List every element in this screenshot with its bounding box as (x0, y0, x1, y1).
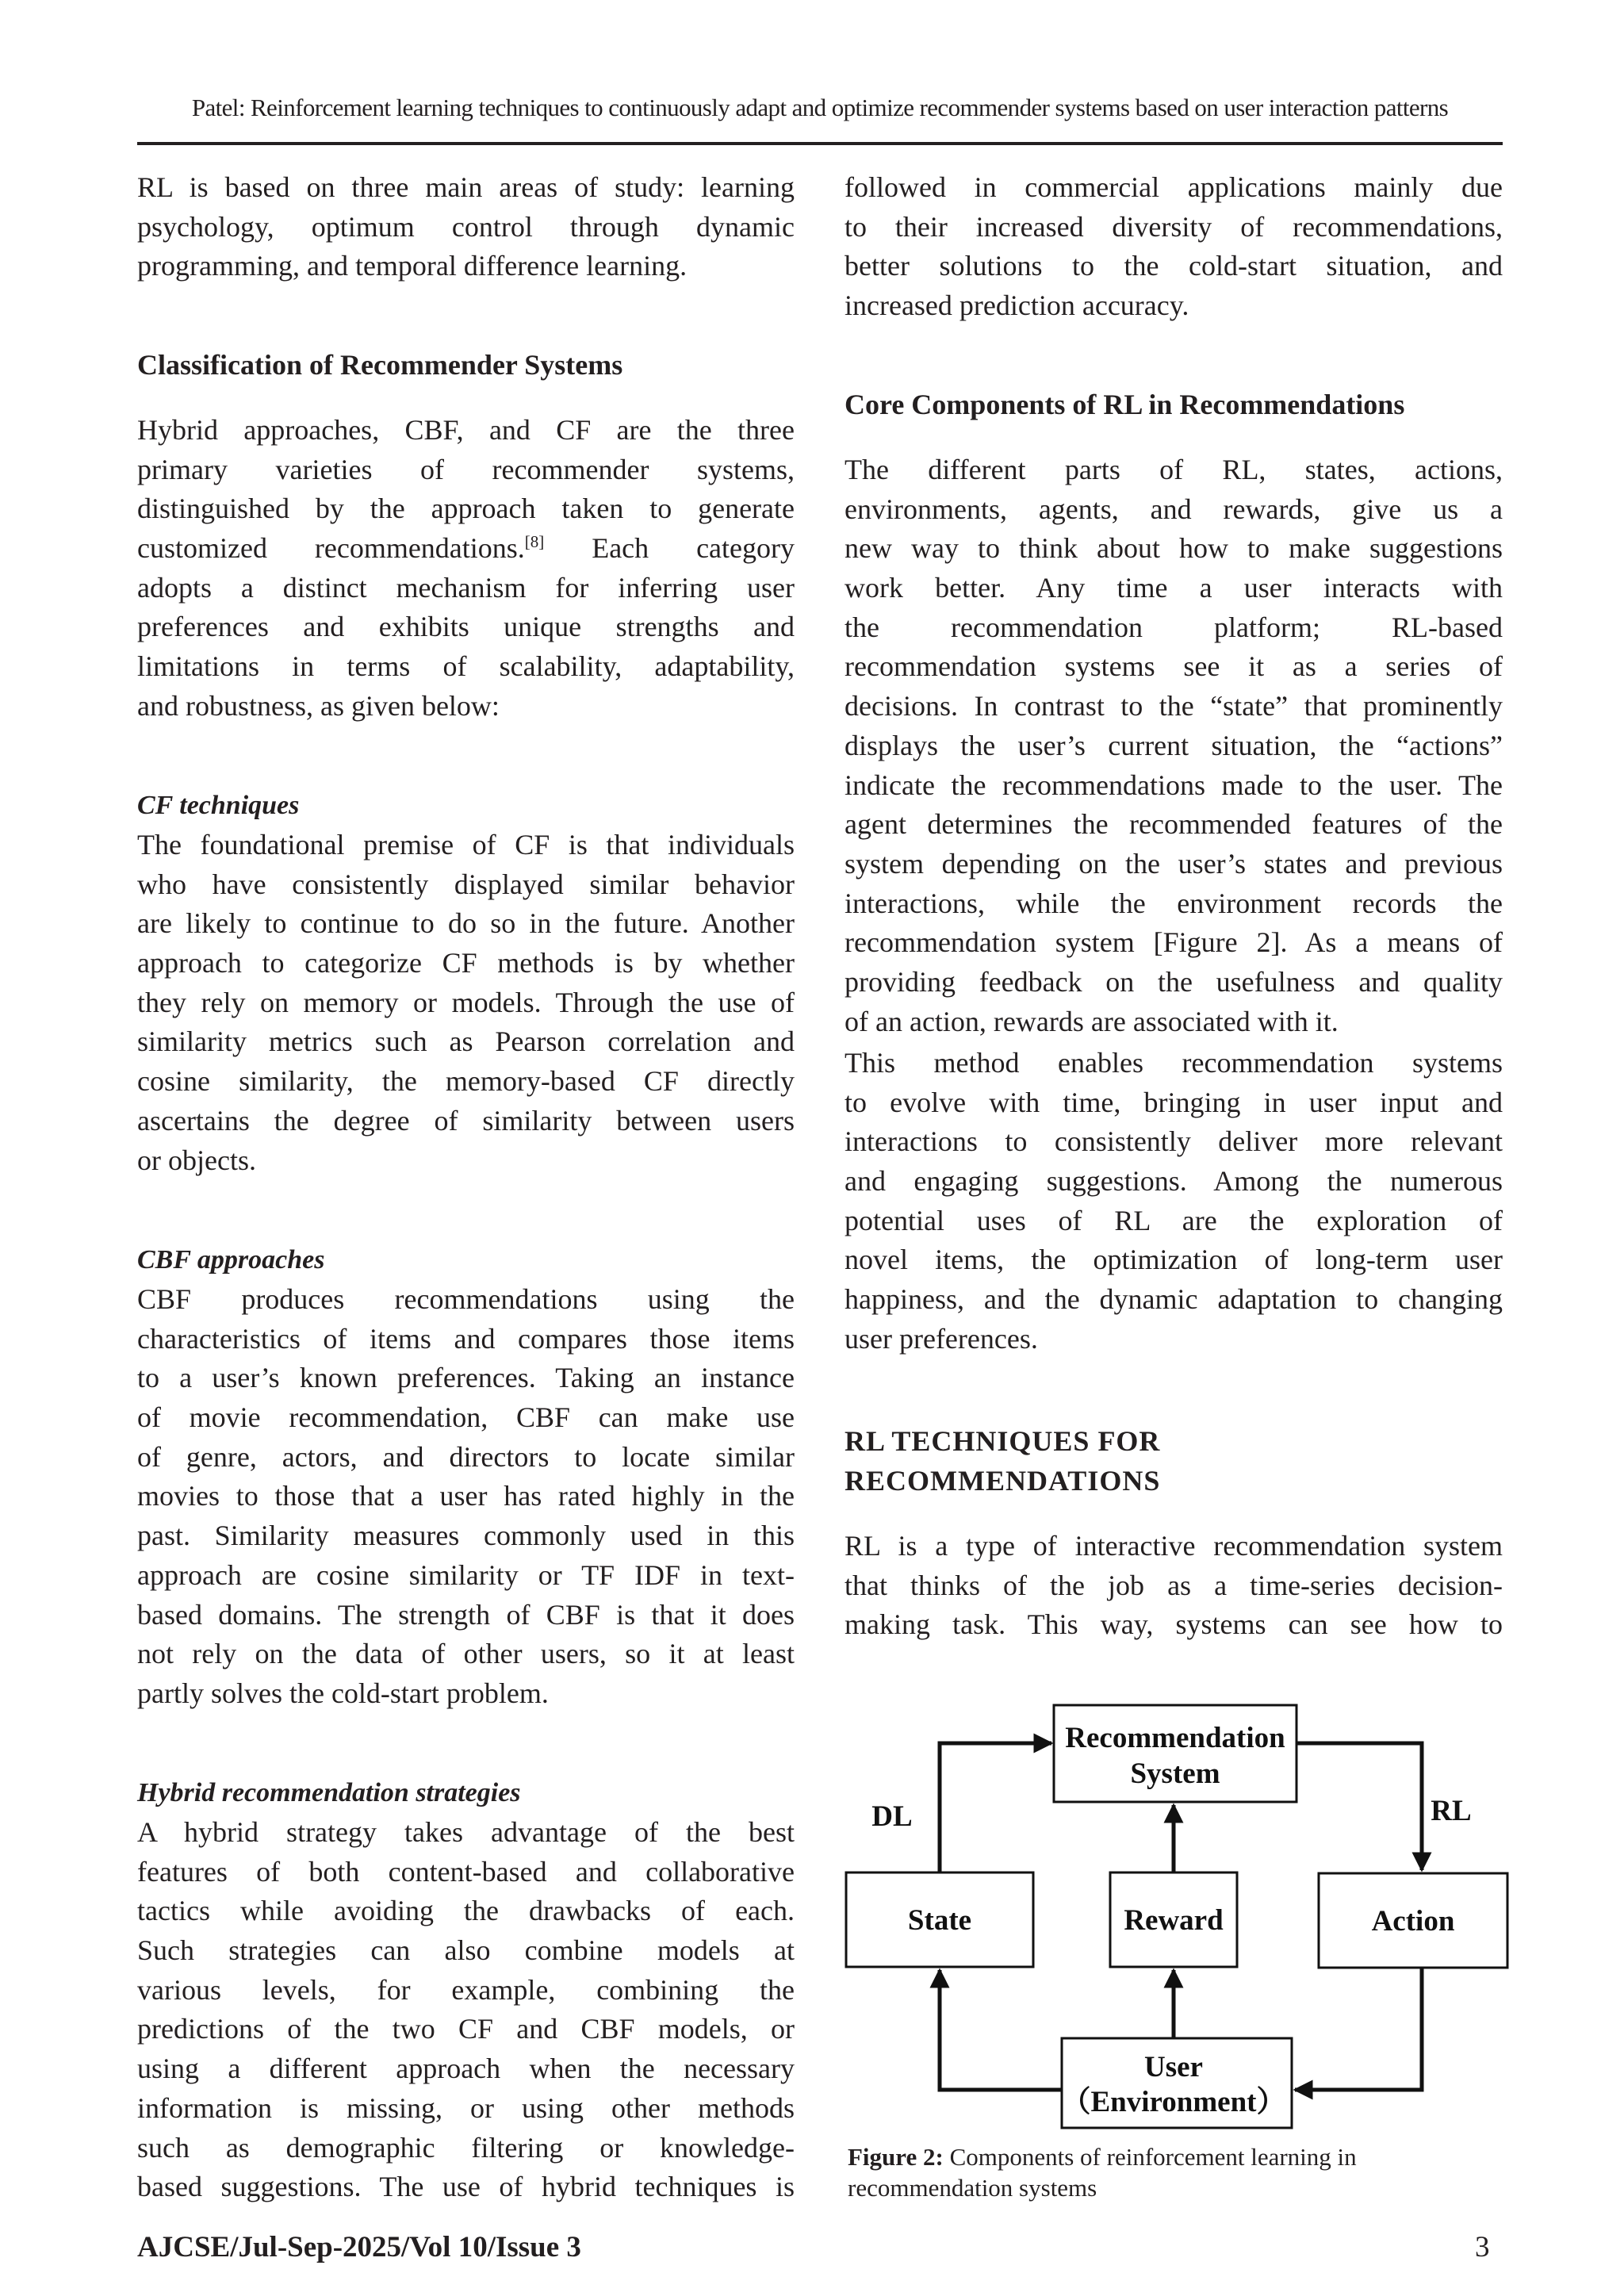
text-line: interactions to consistently deliver more relevant (845, 1125, 1503, 1158)
hybrid-heading: Hybrid recommendation strategies (137, 1778, 521, 1807)
node-label: User (1144, 2051, 1203, 2083)
text-line: not rely on the data of other users, so it at least (137, 1638, 795, 1670)
text-line: This method enables recommendation systems (845, 1047, 1503, 1079)
text-line: interactions, while the environment records the (845, 887, 1503, 919)
cf-paragraph (137, 826, 795, 1180)
continued-paragraph (845, 168, 1503, 326)
text-line: are likely to continue to do so in the future. Another (137, 907, 795, 940)
text-line: work better. Any time a user interacts with (845, 572, 1503, 604)
cbf-paragraph (137, 1280, 795, 1714)
text-line: system depending on the user’s states and previous (845, 847, 1503, 880)
node-label: State (907, 1904, 972, 1937)
text-line: tactics while avoiding the drawbacks of each. (137, 1895, 795, 1927)
node-label: Reward (1124, 1904, 1224, 1937)
text-line: who have consistently displayed similar behavior (137, 868, 795, 900)
text-line: of an action, rewards are associated with it. (845, 1005, 1339, 1037)
citation-before: customized recommendations. (137, 532, 525, 565)
text-line: various levels, for example, combining the (137, 1973, 795, 2006)
page-number: 3 (1475, 2231, 1490, 2263)
core-paragraph (845, 450, 1503, 1041)
text-line: of genre, actors, and directors to locate similar (137, 1440, 795, 1473)
text-line: user preferences. (845, 1322, 1038, 1355)
dl-label: DL (871, 1800, 913, 1833)
node-label: Recommendation (1065, 1722, 1285, 1754)
text-line: better solutions to the cold-start situation, and (845, 250, 1503, 282)
text-line: they rely on memory or models. Through the use of (137, 986, 795, 1018)
text-line: similarity metrics such as Pearson correlation and (137, 1025, 795, 1058)
text-line: Such strategies can also combine models at (137, 1934, 795, 1967)
text-line: of movie recommendation, CBF can make use (137, 1401, 795, 1434)
text-line: limitations in terms of scalability, adaptability, (137, 650, 795, 683)
heading-line: RECOMMENDATIONS (845, 1464, 1161, 1497)
citation-line (137, 529, 795, 569)
hybrid-paragraph (137, 1813, 795, 2207)
text-line: and engaging suggestions. Among the numerous (845, 1165, 1503, 1198)
rl-techniques-heading (845, 1422, 1503, 1501)
citation-after: Each category (544, 532, 795, 565)
text-line: approach to categorize CF methods is by whether (137, 947, 795, 979)
text-line: new way to think about how to make suggestions (845, 532, 1503, 565)
text-line: displays the user’s current situation, the “actions” (845, 729, 1503, 761)
text-line: past. Similarity measures commonly used in this (137, 1520, 795, 1552)
text-line: environments, agents, and rewards, give us a (845, 493, 1503, 525)
text-line: potential uses of RL are the exploration of (845, 1204, 1503, 1236)
running-header: Patel: Reinforcement learning techniques to continuously adapt and optimize recommender systems based on user interaction patterns (191, 94, 1449, 121)
rl-components-diagram (825, 1689, 1522, 2141)
text-line: and robustness, as given below: (137, 689, 500, 722)
text-line: information is missing, or using other methods (137, 2091, 795, 2124)
text-line: making task. This way, systems can see how to (845, 1608, 1503, 1641)
text-line: using a different approach when the necessary (137, 2053, 795, 2085)
text-line: followed in commercial applications mainly due (845, 171, 1503, 203)
text-line: increased prediction accuracy. (845, 289, 1189, 322)
techniques-paragraph (845, 1527, 1503, 1645)
caption-text: Components of reinforcement learning in recommendation systems (848, 2143, 1357, 2202)
text-line: indicate the recommendations made to the user. The (845, 769, 1503, 801)
text-line: Hybrid approaches, CBF, and CF are the three (137, 414, 795, 446)
intro-paragraph (137, 168, 795, 286)
text-line: cosine similarity, the memory-based CF directly (137, 1065, 795, 1098)
citation-ref[interactable]: [8] (524, 532, 545, 552)
text-line: to their increased diversity of recommendations, (845, 210, 1503, 243)
text-line: partly solves the cold-start problem. (137, 1677, 549, 1709)
text-line: The foundational premise of CF is that individuals (137, 829, 795, 861)
action-to-user-arrow (1295, 1968, 1422, 2090)
text-line: RL is based on three main areas of study: learning (137, 171, 795, 203)
text-line: ascertains the degree of similarity between users (137, 1104, 795, 1137)
text-line: based domains. The strength of CBF is that it does (137, 1598, 795, 1631)
figure-caption (848, 2141, 1482, 2203)
text-line: adopts a distinct mechanism for inferring user (137, 571, 795, 604)
rl-label: RL (1431, 1795, 1472, 1827)
node-label: System (1130, 1757, 1220, 1790)
text-line: approach are cosine similarity or TF IDF in text- (137, 1558, 795, 1591)
text-line: to evolve with time, bringing in user input and (845, 1086, 1503, 1118)
classification-paragraph (137, 411, 795, 726)
text-line: distinguished by the approach taken to generate (137, 493, 795, 525)
state-to-recommendation-arrow (940, 1743, 1051, 1872)
node-label: （Environment） (1061, 2086, 1286, 2118)
text-line: A hybrid strategy takes advantage of the best (137, 1816, 795, 1848)
text-line: agent determines the recommended features of the (845, 808, 1503, 841)
text-line: The different parts of RL, states, actions, (845, 454, 1503, 485)
text-line: RL is a type of interactive recommendation system (845, 1530, 1503, 1562)
text-line: decisions. In contrast to the “state” that prominently (845, 690, 1503, 723)
recommendation-to-action-arrow (1297, 1743, 1422, 1870)
text-line: to a user’s known preferences. Taking an instance (137, 1362, 795, 1394)
text-line: such as demographic filtering or knowledge- (137, 2131, 795, 2164)
cbf-heading: CBF approaches (137, 1245, 325, 1274)
text-line: preferences and exhibits unique strengths and (137, 611, 795, 643)
text-line: movies to those that a user has rated highly in the (137, 1480, 795, 1512)
text-line: programming, and temporal difference learning. (137, 250, 688, 282)
text-line: that thinks of the job as a time-series decision- (845, 1569, 1503, 1601)
text-line: characteristics of items and compares those items (137, 1322, 795, 1355)
footer-journal: AJCSE/Jul-Sep-2025/Vol 10/Issue 3 (137, 2231, 581, 2263)
core-components-heading: Core Components of RL in Recommendations (845, 389, 1405, 420)
text-line: or objects. (137, 1144, 256, 1176)
text-line: based suggestions. The use of hybrid techniques is (137, 2171, 795, 2203)
header-rule (137, 142, 1503, 145)
text-line: CBF produces recommendations using the (137, 1283, 795, 1315)
cf-heading: CF techniques (137, 791, 300, 820)
caption-label: Figure 2: (848, 2143, 944, 2171)
text-line: psychology, optimum control through dynamic (137, 210, 795, 243)
text-line: happiness, and the dynamic adaptation to changing (845, 1283, 1503, 1316)
text-line: features of both content-based and collaborative (137, 1855, 795, 1888)
user-to-state-arrow (940, 1970, 1062, 2090)
text-line: recommendation systems see it as a series of (845, 650, 1503, 683)
text-line: predictions of the two CF and CBF models, or (137, 2013, 795, 2045)
heading-line: RL TECHNIQUES FOR (845, 1425, 1161, 1457)
method-paragraph (845, 1044, 1503, 1359)
node-label: Action (1371, 1905, 1455, 1938)
text-line: recommendation system [Figure 2]. As a means of (845, 926, 1503, 959)
text-line: providing feedback on the usefulness and quality (845, 965, 1503, 998)
text-line: the recommendation platform; RL-based (845, 611, 1503, 643)
text-line: primary varieties of recommender systems, (137, 453, 795, 485)
text-line: novel items, the optimization of long-term user (845, 1244, 1503, 1276)
classification-heading: Classification of Recommender Systems (137, 349, 623, 381)
